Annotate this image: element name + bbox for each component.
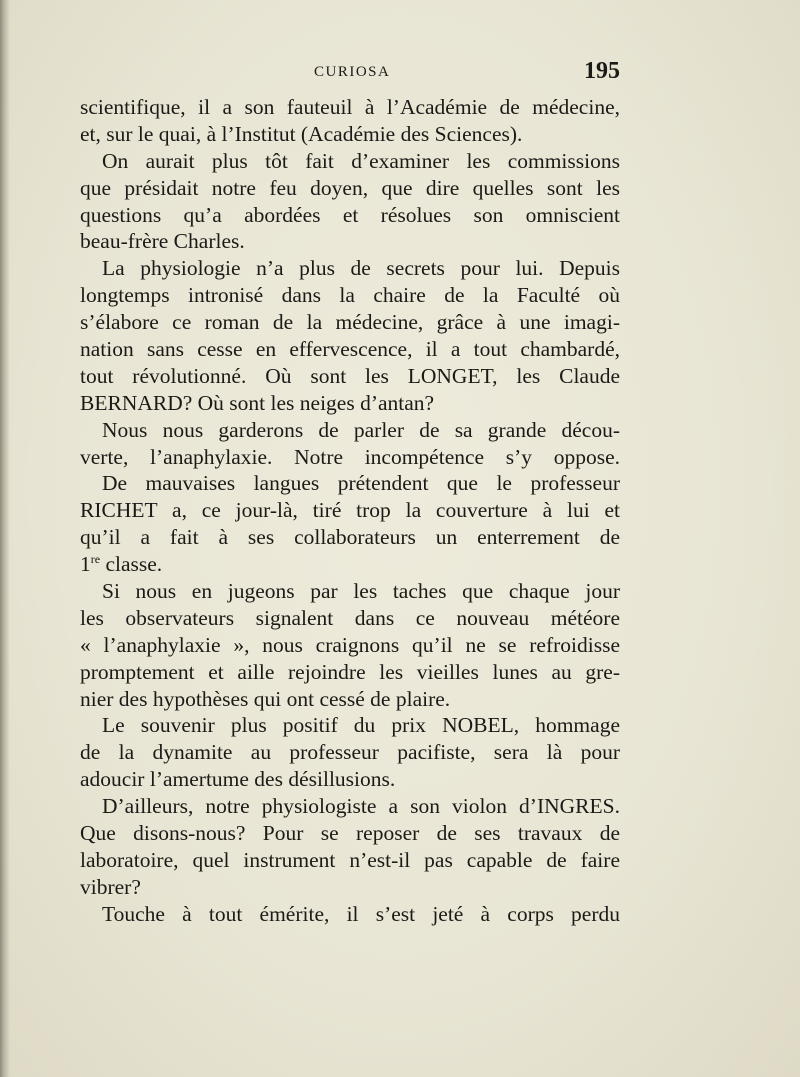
text-line: nation sans cesse en effervescence, il a tout chambardé, — [80, 337, 620, 362]
page-gutter-shadow — [0, 0, 10, 1077]
text-line: Nous nous garderons de parler de sa grande décou- — [102, 417, 620, 442]
text-line: La physiologie n’a plus de secrets pour lui. Depuis — [102, 256, 620, 281]
text-line: et, sur le quai, à l’Institut (Académie des Sciences). — [80, 121, 523, 146]
text-line: les observateurs signalent dans ce nouveau météore — [80, 605, 620, 630]
classe-superscript: re — [90, 551, 101, 566]
text-line: nier des hypothèses qui ont cessé de plaire. — [80, 686, 451, 711]
text-line: vibrer? — [80, 874, 141, 899]
classe-number: 1 — [80, 552, 91, 577]
text-line: questions qu’a abordées et résolues son omniscient — [80, 202, 620, 227]
page-number: 195 — [584, 58, 620, 84]
text-line: que présidait notre feu doyen, que dire quelles sont les — [80, 175, 620, 200]
text-line: RICHET a, ce jour-là, tiré trop la couverture à lui et — [80, 498, 620, 523]
text-line: adoucir l’amertume des désillusions. — [80, 767, 396, 792]
text-line: beau-frère Charles. — [80, 229, 245, 254]
classe-rest: classe. — [100, 552, 163, 577]
running-header — [80, 58, 620, 90]
text-line: s’élabore ce roman de la médecine, grâce à une imagi- — [80, 310, 620, 335]
text-line: de la dynamite au professeur pacifiste, sera là pour — [80, 740, 620, 765]
text-line: verte, l’anaphylaxie. Notre incompétence s’y oppose. — [80, 444, 620, 469]
text-line: laboratoire, quel instrument n’est-il pas capable de faire — [80, 847, 620, 872]
text-line: « l’anaphylaxie », nous craignons qu’il ne se refroidisse — [80, 632, 620, 657]
text-line: De mauvaises langues prétendent que le professeur — [102, 471, 620, 496]
text-line: tout révolutionné. Où sont les LONGET, les Claude — [80, 363, 620, 388]
text-line: promptement et aille rejoindre les vieilles lunes au gre- — [80, 659, 620, 684]
running-title: CURIOSA — [314, 64, 391, 80]
text-line: Le souvenir plus positif du prix NOBEL, hommage — [102, 713, 620, 738]
text-line: longtemps intronisé dans la chaire de la Faculté où — [80, 283, 620, 308]
text-line: qu’il a fait à ses collaborateurs un enterrement de — [80, 525, 620, 550]
text-line: Si nous en jugeons par les taches que chaque jour — [102, 579, 620, 604]
text-line: D’ailleurs, notre physiologiste a son violon d’INGRES. — [102, 794, 620, 819]
text-line: BERNARD? Où sont les neiges d’antan? — [80, 390, 435, 415]
text-line: scientifique, il a son fauteuil à l’Académie de médecine, — [80, 95, 620, 119]
body-text — [80, 94, 620, 928]
text-line-classe — [80, 551, 620, 578]
text-line: Touche à tout émérite, il s’est jeté à corps perdu — [102, 901, 620, 926]
text-line: On aurait plus tôt fait d’examiner les commissions — [102, 148, 620, 173]
text-line: Que disons-nous? Pour se reposer de ses travaux de — [80, 821, 620, 846]
